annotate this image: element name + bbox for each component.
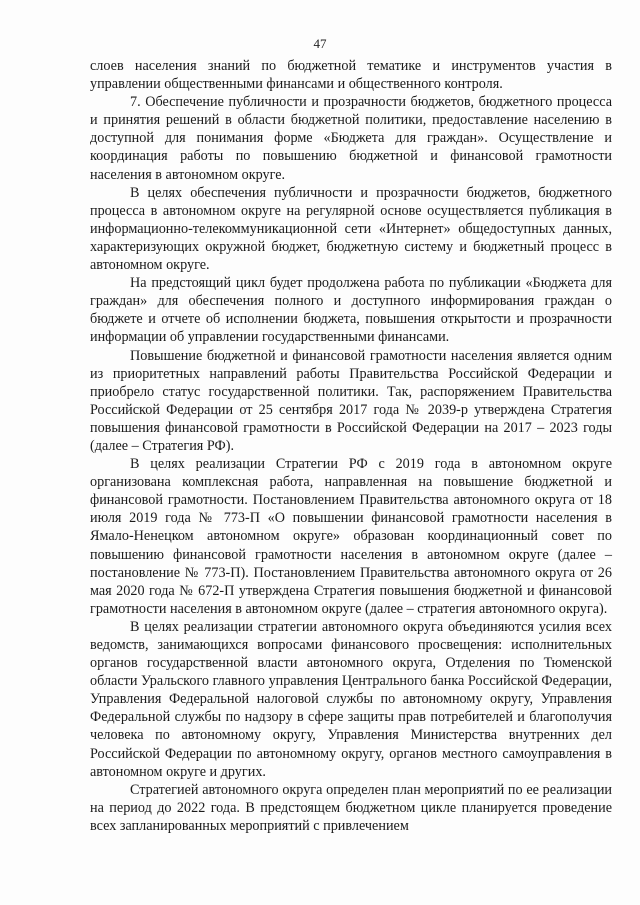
- page-number: 47: [313, 36, 327, 51]
- paragraph: 7. Обеспечение публичности и прозрачности бюджетов, бюджетного процесса и принятия решений в области бюджетной политики, предоставление населению в доступной для понимания форме «Бюджета для граждан». Осуществление и координация работы по повышению бюджетной и финансовой грамотности населения в автономном округе.: [90, 94, 612, 183]
- paragraph: В целях реализации Стратегии РФ с 2019 года в автономном округе организована комплексная работа, направленная на повышение бюджетной и финансовой грамотности. Постановлением Правительства автономного округа от 18 июля 2019 года № 773-П «О повышении финансовой грамотности населения в Ямало-Ненецком автономном округе» образован координационный совет по повышению финансовой грамотности населения в автономном округе (далее – постановление № 773-П). Постановлением Правительства автономного округа от 26 мая 2020 года № 672-П утверждена Стратегия повышения бюджетной и финансовой грамотности населения в автономном округе (далее – стратегия автономного округа).: [90, 456, 612, 617]
- paragraph: Повышение бюджетной и финансовой грамотности населения является одним из приоритетных направлений работы Правительства Российской Федерации и приобрело статус государственной политики. Так, распоряжением Правительства Российской Федерации от 25 сентября 2017 года № 2039-р утверждена Стратегия повышения финансовой грамотности в Российской Федерации на 2017 – 2023 годы (далее – Стратегия РФ).: [90, 347, 612, 454]
- paragraph: На предстоящий цикл будет продолжена работа по публикации «Бюджета для граждан» для обеспечения полного и доступного информирования граждан о бюджете и отчете об исполнении бюджета, повышения открытости и прозрачности информации об управлении государственными финансами.: [90, 275, 612, 346]
- paragraph: Стратегией автономного округа определен план мероприятий по ее реализации на период до 2022 года. В предстоящем бюджетном цикле планируется проведение всех запланированных мероприятий с привлечением: [90, 781, 612, 834]
- document-body: [90, 57, 612, 835]
- paragraph: В целях реализации стратегии автономного округа объединяются усилия всех ведомств, занимающихся вопросами финансового просвещения: исполнительных органов государственной власти автономного округа, Отделения по Тюменской области Уральского главного управления Центрального банка Российской Федерации, Управления Федеральной налоговой службы по автономному округу, Управления Федеральной службы по надзору в сфере защиты прав потребителей и благополучия человека по автономному округу, Управления Министерства внутренних дел Российской Федерации по автономному округу, органов местного самоуправления в автономном округе и других.: [90, 618, 612, 780]
- paragraph: слоев населения знаний по бюджетной тематике и инструментов участия в управлении общественными финансами и общественного контроля.: [90, 58, 612, 93]
- paragraph: В целях обеспечения публичности и прозрачности бюджетов, бюджетного процесса в автономном округе на регулярной основе осуществляется публикация в информационно-телекоммуникационной сети «Интернет» общедоступных данных, характеризующих окружной бюджет, бюджетную систему и бюджетный процесс в автономном округе.: [90, 184, 612, 274]
